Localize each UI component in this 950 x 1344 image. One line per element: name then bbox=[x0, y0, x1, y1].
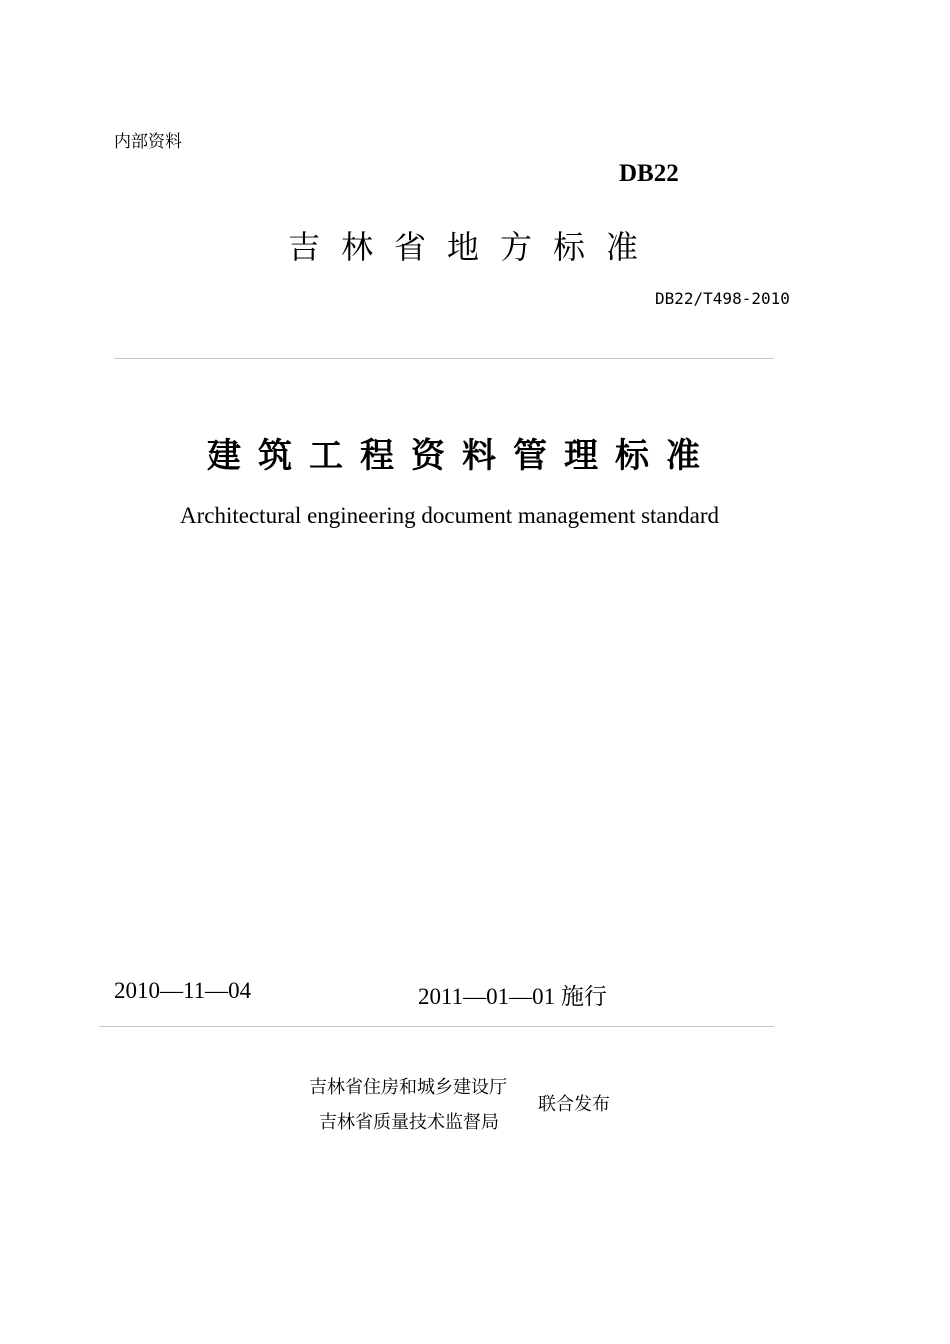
internal-material-label: 内部资料 bbox=[114, 132, 182, 152]
standard-type-heading: 吉林省地方标准 bbox=[288, 228, 660, 266]
document-title-chinese: 建筑工程资料管理标准 bbox=[207, 436, 717, 476]
publisher-housing-department: 吉林省住房和城乡建设厅 bbox=[309, 1077, 507, 1098]
joint-release-label: 联合发布 bbox=[538, 1094, 610, 1115]
db-code: DB22 bbox=[619, 160, 679, 187]
standard-number: DB22/T498-2010 bbox=[655, 289, 790, 308]
document-title-english: Architectural engineering document management standard bbox=[180, 503, 720, 528]
effective-date: 2011—01—01 施行 bbox=[418, 984, 607, 1009]
bottom-divider bbox=[99, 1026, 774, 1027]
top-divider bbox=[114, 358, 774, 359]
publisher-quality-bureau: 吉林省质量技术监督局 bbox=[319, 1112, 499, 1133]
issue-date: 2010—11—04 bbox=[114, 978, 252, 1003]
